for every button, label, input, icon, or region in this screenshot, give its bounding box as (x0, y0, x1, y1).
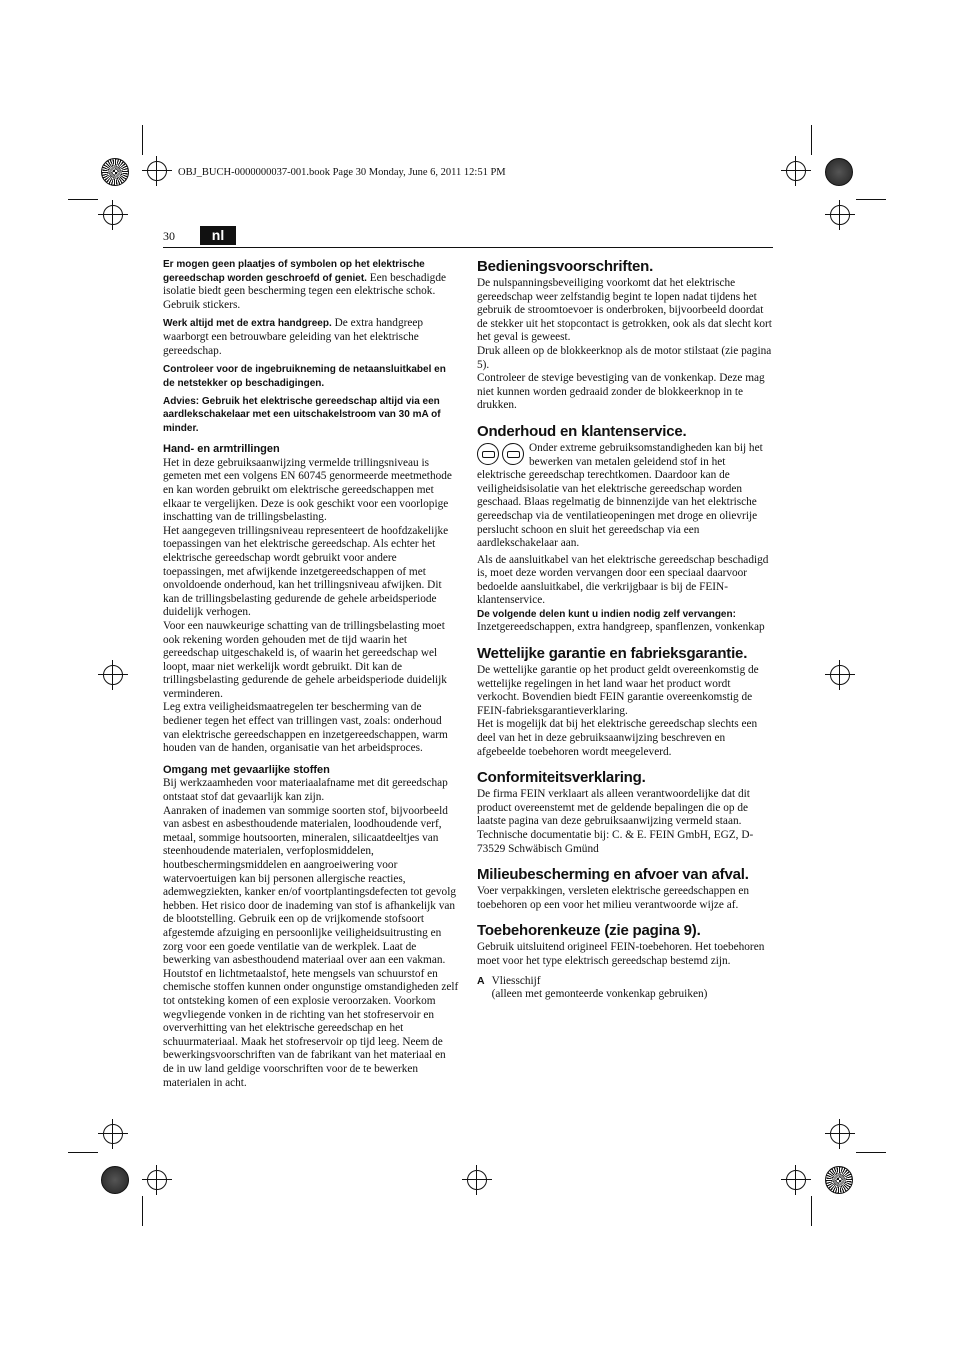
crop-mark (142, 1196, 143, 1226)
paragraph: Voer verpakkingen, versleten elektrische gereedschappen en toebehoren op een voor het milieu verantwoorde wijze af. (477, 885, 750, 911)
paragraph: Onder extreme gebruiksomstandigheden kan bij het bewerken van metalen geleidend stof in het elektrische gereedschap terechtkomen. Daardoor kan de veiligheidsisolatie van het elektrische gereedschap worden geschaad. Blaas regelmatig de binnenzijde van het elektrische gereedschap via de ventilatieopeningen met droge en olievrije perslucht schoon en sluit het gereedschap via een aardlekschakelaar aan. (477, 441, 763, 550)
registration-target-icon (103, 205, 123, 225)
heading-accessories: Toebehorenkeuze (zie pagina 9). (477, 922, 701, 940)
file-info-header: OBJ_BUCH-0000000037-001.book Page 30 Monday, June 6, 2011 12:51 PM (178, 167, 506, 178)
paragraph: Leg extra veiligheidsmaatregelen ter bescherming van de bediener tegen het effect van trillingen vast, zoals: onderhoud van elektrische gereedschappen en inzetgereedschappen, warm houden van de handen, organisatie van het arbeidsproces. (163, 701, 448, 755)
item-description: Vliesschijf (alleen met gemonteerde vonkenkap gebruiken) (491, 974, 708, 1001)
registration-rosette-icon (825, 1166, 853, 1194)
registration-target-icon (147, 161, 167, 181)
heading-conformity: Conformiteitsverklaring. (477, 769, 646, 787)
heading-operating-instructions: Bedieningsvoorschriften. (477, 258, 654, 275)
registration-target-icon (103, 1124, 123, 1144)
crop-mark (68, 1152, 98, 1153)
crop-mark (68, 199, 98, 200)
crop-mark (142, 125, 143, 155)
paragraph: Advies: Gebruik het elektrische gereedschap altijd via een aardlekschakelaar met een uitschakelstroom van 30 mA of minder. (163, 395, 441, 434)
item-key: A (477, 974, 485, 987)
crop-mark (811, 125, 812, 155)
registration-target-icon (830, 665, 850, 685)
registration-target-icon (147, 1170, 167, 1190)
paragraph: Bij werkzaamheden voor materiaalafname met dit gereedschap ontstaat stof dat gevaarlijk kan zijn. (163, 777, 448, 804)
paragraph: De nulspanningsbeveiliging voorkomt dat het elektrische gereedschap weer zelfstandig begint te lopen nadat tijdens het gebruik de stroomtoevoer is onderbroken, bijvoorbeeld doordat de stekker uit het stopcontact is getrokken, ook als dat slecht kort het geval is geweest. (477, 277, 772, 344)
paragraph: Controleer voor de ingebruikneming de netaansluitkabel en de netstekker op beschadigingen. (163, 364, 446, 389)
registration-rosette-icon (825, 158, 853, 186)
crop-mark (856, 1152, 886, 1153)
registration-target-icon (786, 1170, 806, 1190)
subheading-hazardous-substances: Omgang met gevaarlijke stoffen (163, 763, 330, 776)
paragraph: Het is mogelijk dat bij het elektrische gereedschap slechts een deel van het in deze gebruiksaanwijzing beschreven en afgebeelde toebehoren wordt meegeleverd. (477, 718, 758, 758)
eye-protection-icon (477, 443, 499, 465)
paragraph: Werk altijd met de extra handgreep. De extra handgreep waarborgt een betrouwbare geleiding van het elektrische gereedschap. (163, 317, 424, 357)
paragraph: De wettelijke garantie op het product geldt overeenkomstig de wettelijke regelingen in het land waar het product wordt verkocht. Bovendien biedt FEIN garantie overeenkomstig de FEIN-fabrieksgarantieverklaring. (477, 664, 759, 717)
safety-icons (477, 443, 524, 465)
paragraph: Aanraken of inademen van sommige soorten stof, bijvoorbeeld van asbest en asbesthoudende materialen, loodhoudende verf, metaal, sommige houtsoorten, mineralen, silicaatdeeltjes van steenhoudende materialen, verfoplosmiddelen, houtbeschermingsmiddelen en aangroeiwering voor watervoertuigen kan bij personen allergische reacties, ademwegziekten, kanker en/of voortplantingsdefecten tot gevolg hebben. Het risico door de inademing van stof is afhankelijk van de blootstelling. Gebruik een op de vrijkomende stofsoort afgestemde afzuiging en persoonlijke veiligheidsuitrusting en zorg voor een goede ventilatie van de werkplek. Laat de bewerking van asbesthoudend materiaal over aan een vakman. (163, 804, 456, 967)
registration-target-icon (830, 1124, 850, 1144)
paragraph: Technische documentatie bij: C. & E. FEIN GmbH, EGZ, D-73529 Schwäbisch Gmünd (477, 829, 754, 855)
paragraph: Inzetgereedschappen, extra handgreep, spanflenzen, vonkenkap (477, 621, 765, 634)
header-rule (163, 247, 773, 248)
paragraph: De firma FEIN verklaart als alleen verantwoordelijke dat dit product overeenstemt met de geldende bepalingen die op de laatste pagina van deze gebruiksaanwijzing vermeld staan. (477, 788, 750, 828)
registration-rosette-icon (101, 158, 129, 186)
crop-mark (856, 199, 886, 200)
paragraph: Er mogen geen plaatjes of symbolen op het elektrische gereedschap worden geschroefd of geniet. Een beschadigde isolatie biedt geen bescherming tegen een elektrische schok. Gebruik stickers. (163, 259, 446, 311)
heading-maintenance: Onderhoud en klantenservice. (477, 422, 687, 440)
paragraph: Het in deze gebruiksaanwijzing vermelde trillingsniveau is gemeten met een volgens EN 60745 genormeerde meetmethode en kan worden gebruikt om elektrische gereedschappen met elkaar te vergelijken. Deze is ook geschikt voor een voorlopige inschatting van de trillingsbelasting. (163, 456, 452, 524)
paragraph: Het aangegeven trillingsniveau representeert de hoofdzakelijke toepassingen van het elektrische gereedschap. Als echter het elektrische gereedschap wordt gebruikt voor andere toepassingen, met afwijkende inzetgereedschappen of met onvoldoende onderhoud, kan het trillingsniveau afwijken. Dit kan de trillingsbelasting gedurende de gehele arbeidsperiode duidelijk verhogen. (163, 524, 449, 619)
paragraph: Houtstof en lichtmetaalstof, hete mengsels van schuurstof en chemische stoffen kunnen onder ongunstige omstandigheden zelf tot ontsteking komen of een explosie veroorzaken. Voorkom wegvliegende vonken in de richting van het stofreservoir en oververhitting van het elektrische gereedschap en het schuurmateriaal. Maak het stofreservoir op tijd leeg. Neem de bewerkingsvoorschriften van de fabrikant van het materiaal en de in uw land geldige voorschriften voor de te bewerken materialen in acht. (163, 967, 459, 1089)
crop-mark (811, 1196, 812, 1226)
heading-environment: Milieubescherming en afvoer van afval. (477, 866, 749, 884)
registration-target-icon (786, 161, 806, 181)
dust-mask-icon (502, 443, 524, 465)
paragraph: Druk alleen op de blokkeerknop als de motor stilstaat (zie pagina 5). (477, 344, 772, 371)
heading-warranty: Wettelijke garantie en fabrieksgarantie. (477, 645, 748, 663)
language-badge: nl (200, 226, 236, 245)
left-column (163, 258, 459, 1090)
registration-rosette-icon (101, 1166, 129, 1194)
paragraph: Als de aansluitkabel van het elektrische gereedschap beschadigd is, moet deze worden vervangen door een speciaal daarvoor bedoelde aansluitkabel, die verkrijgbaar is bij de FEIN-klantenservice. (477, 553, 769, 607)
registration-target-icon (103, 665, 123, 685)
page-number: 30 (163, 229, 175, 243)
paragraph: De volgende delen kunt u indien nodig zelf vervangen: (477, 609, 736, 621)
paragraph: Gebruik uitsluitend origineel FEIN-toebehoren. Het toebehoren moet voor het type elektrisch gereedschap bestemd zijn. (477, 941, 765, 967)
subheading-vibration: Hand- en armtrillingen (163, 443, 280, 456)
registration-target-icon (830, 205, 850, 225)
paragraph: Voor een nauwkeurige schatting van de trillingsbelasting moet ook rekening worden gehouden met de tijd waarin het gereedschap uitgeschakeld is, of waarin het gereedschap wel loopt, maar niet werkelijk wordt gebruikt. Dit kan de trillingsbelasting gedurende de gehele arbeidsperiode duidelijk verminderen. (163, 619, 447, 700)
right-column (477, 258, 773, 1002)
registration-target-icon (467, 1170, 487, 1190)
paragraph: Controleer de stevige bevestiging van de vonkenkap. Deze mag niet kunnen worden gedraaid zonder de blokkeerknop in te drukken. (477, 372, 765, 412)
accessory-item-a (477, 975, 773, 1002)
